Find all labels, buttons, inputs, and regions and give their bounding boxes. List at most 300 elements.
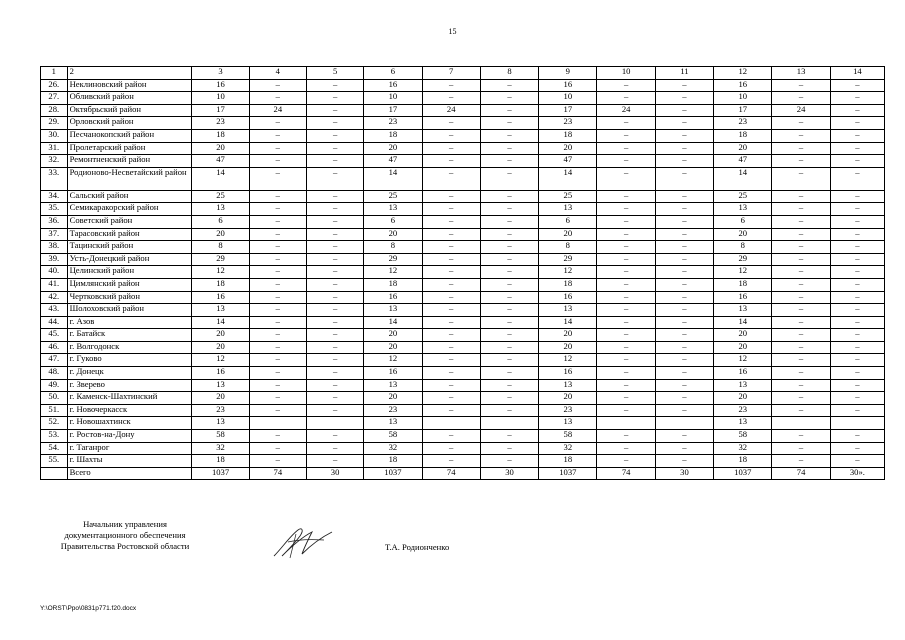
value-cell: 13 <box>364 379 422 392</box>
district-name-cell: г. Азов <box>67 316 192 329</box>
value-cell: – <box>597 442 655 455</box>
value-cell: – <box>655 228 713 241</box>
value-cell: – <box>422 167 480 190</box>
value-cell: – <box>597 142 655 155</box>
value-cell: – <box>249 316 306 329</box>
value-cell: 30 <box>655 467 713 480</box>
district-name-cell: г. Ростов-на-Дону <box>67 430 192 443</box>
table-header-row <box>41 67 885 80</box>
row-number-cell: 29. <box>41 117 68 130</box>
value-cell: – <box>830 104 884 117</box>
value-cell <box>830 417 884 430</box>
value-cell: – <box>772 392 830 405</box>
value-cell: – <box>249 367 306 380</box>
value-cell: – <box>480 354 538 367</box>
value-cell: 13 <box>539 203 597 216</box>
value-cell: – <box>830 117 884 130</box>
value-cell: – <box>655 379 713 392</box>
value-cell: – <box>480 367 538 380</box>
value-cell: 6 <box>364 215 422 228</box>
value-cell: 20 <box>192 329 249 342</box>
value-cell: 7 <box>422 67 480 80</box>
value-cell: – <box>480 430 538 443</box>
table-row <box>41 379 885 392</box>
value-cell: – <box>480 203 538 216</box>
value-cell: – <box>422 379 480 392</box>
value-cell: – <box>830 291 884 304</box>
table-row <box>41 354 885 367</box>
value-cell: – <box>480 167 538 190</box>
value-cell: – <box>306 329 363 342</box>
value-cell: – <box>597 190 655 203</box>
value-cell: – <box>597 392 655 405</box>
district-name-cell: Пролетарский район <box>67 142 192 155</box>
district-name-cell: г. Батайск <box>67 329 192 342</box>
value-cell: – <box>480 142 538 155</box>
value-cell: – <box>830 155 884 168</box>
value-cell: – <box>422 329 480 342</box>
value-cell: 18 <box>364 278 422 291</box>
value-cell: 16 <box>714 291 772 304</box>
value-cell: 16 <box>364 291 422 304</box>
value-cell: – <box>480 392 538 405</box>
value-cell <box>597 417 655 430</box>
district-name-cell: Орловский район <box>67 117 192 130</box>
value-cell: – <box>422 142 480 155</box>
value-cell: – <box>655 278 713 291</box>
value-cell: 20 <box>364 329 422 342</box>
value-cell: – <box>422 215 480 228</box>
table-row <box>41 104 885 117</box>
value-cell: – <box>249 266 306 279</box>
value-cell: 23 <box>192 117 249 130</box>
value-cell: – <box>422 228 480 241</box>
value-cell: – <box>249 278 306 291</box>
value-cell: – <box>830 455 884 468</box>
value-cell <box>655 417 713 430</box>
value-cell: – <box>655 430 713 443</box>
value-cell: – <box>772 430 830 443</box>
value-cell: 18 <box>539 278 597 291</box>
value-cell: 20 <box>539 329 597 342</box>
value-cell: 16 <box>364 367 422 380</box>
row-number-cell: 35. <box>41 203 68 216</box>
value-cell: – <box>249 442 306 455</box>
value-cell: – <box>597 155 655 168</box>
value-cell: – <box>597 278 655 291</box>
value-cell: 25 <box>714 190 772 203</box>
value-cell: 20 <box>192 228 249 241</box>
value-cell: – <box>249 379 306 392</box>
value-cell: – <box>249 117 306 130</box>
table-row <box>41 129 885 142</box>
row-number-cell: 42. <box>41 291 68 304</box>
value-cell: – <box>655 304 713 317</box>
value-cell: 12 <box>364 266 422 279</box>
value-cell: – <box>655 354 713 367</box>
value-cell: 12 <box>192 354 249 367</box>
value-cell: 3 <box>192 67 249 80</box>
table-row <box>41 253 885 266</box>
value-cell: 13 <box>539 417 597 430</box>
value-cell: 32 <box>192 442 249 455</box>
value-cell: – <box>422 266 480 279</box>
value-cell: 17 <box>714 104 772 117</box>
district-name-cell: Неклиновский район <box>67 79 192 92</box>
value-cell: 13 <box>364 203 422 216</box>
value-cell: – <box>655 190 713 203</box>
value-cell: – <box>830 404 884 417</box>
row-number-cell: 38. <box>41 241 68 254</box>
value-cell: – <box>480 215 538 228</box>
value-cell: – <box>597 329 655 342</box>
table-row <box>41 304 885 317</box>
value-cell: – <box>422 291 480 304</box>
value-cell: – <box>830 278 884 291</box>
table-row <box>41 167 885 190</box>
row-number-cell: 45. <box>41 329 68 342</box>
value-cell: 20 <box>714 228 772 241</box>
value-cell: – <box>830 203 884 216</box>
value-cell: – <box>306 228 363 241</box>
table-row <box>41 203 885 216</box>
row-number-cell: 46. <box>41 341 68 354</box>
value-cell: 24 <box>249 104 306 117</box>
signatory-position-line: документационного обеспечения <box>64 530 186 540</box>
value-cell: – <box>597 228 655 241</box>
value-cell: 20 <box>539 392 597 405</box>
value-cell: – <box>306 167 363 190</box>
value-cell: – <box>655 367 713 380</box>
table-row <box>41 316 885 329</box>
value-cell: 6 <box>539 215 597 228</box>
value-cell: 20 <box>192 392 249 405</box>
value-cell: – <box>422 79 480 92</box>
row-number-cell: 51. <box>41 404 68 417</box>
value-cell: – <box>249 430 306 443</box>
value-cell: 13 <box>192 203 249 216</box>
district-name-cell: Сальский район <box>67 190 192 203</box>
table-row <box>41 241 885 254</box>
value-cell: – <box>306 316 363 329</box>
value-cell: – <box>597 354 655 367</box>
value-cell: – <box>830 190 884 203</box>
value-cell: 74 <box>597 467 655 480</box>
value-cell: 13 <box>714 203 772 216</box>
value-cell: 18 <box>714 455 772 468</box>
value-cell: 25 <box>364 190 422 203</box>
table-row <box>41 455 885 468</box>
district-name-cell: г. Шахты <box>67 455 192 468</box>
file-path: Y:\ORST\Ppo\0831p771.f20.docx <box>40 605 137 612</box>
value-cell: – <box>597 291 655 304</box>
table-row <box>41 142 885 155</box>
value-cell: – <box>772 129 830 142</box>
value-cell: – <box>772 167 830 190</box>
value-cell: 4 <box>249 67 306 80</box>
value-cell: 6 <box>714 215 772 228</box>
value-cell <box>422 417 480 430</box>
value-cell: – <box>655 392 713 405</box>
value-cell: – <box>480 253 538 266</box>
value-cell: 24 <box>422 104 480 117</box>
value-cell: 20 <box>364 341 422 354</box>
district-name-cell: Тацинский район <box>67 241 192 254</box>
value-cell: – <box>306 266 363 279</box>
value-cell: 47 <box>364 155 422 168</box>
value-cell: 8 <box>714 241 772 254</box>
value-cell: – <box>655 79 713 92</box>
value-cell: – <box>597 367 655 380</box>
value-cell: – <box>249 392 306 405</box>
row-number-cell: 30. <box>41 129 68 142</box>
table-row <box>41 341 885 354</box>
value-cell: 13 <box>364 417 422 430</box>
value-cell: 20 <box>364 228 422 241</box>
value-cell: 6 <box>364 67 422 80</box>
value-cell: – <box>830 79 884 92</box>
row-number-cell: 55. <box>41 455 68 468</box>
value-cell: – <box>249 155 306 168</box>
value-cell: – <box>597 92 655 105</box>
value-cell: – <box>772 142 830 155</box>
value-cell: 14 <box>192 167 249 190</box>
value-cell: 29 <box>364 253 422 266</box>
table-row <box>41 442 885 455</box>
data-table <box>40 66 885 480</box>
value-cell: – <box>480 442 538 455</box>
value-cell: 47 <box>714 155 772 168</box>
row-number-cell: 54. <box>41 442 68 455</box>
district-name-cell: Целинский район <box>67 266 192 279</box>
value-cell: – <box>655 266 713 279</box>
table-total-row <box>41 467 885 480</box>
value-cell: – <box>480 104 538 117</box>
value-cell: 16 <box>192 291 249 304</box>
value-cell: 12 <box>539 266 597 279</box>
value-cell: – <box>830 341 884 354</box>
value-cell: – <box>306 92 363 105</box>
value-cell: – <box>306 291 363 304</box>
value-cell: – <box>480 92 538 105</box>
value-cell: – <box>306 278 363 291</box>
value-cell: 12 <box>714 266 772 279</box>
value-cell: 24 <box>772 104 830 117</box>
value-cell: – <box>306 404 363 417</box>
value-cell: 17 <box>192 104 249 117</box>
value-cell: – <box>772 367 830 380</box>
district-name-cell: Тарасовский район <box>67 228 192 241</box>
district-name-cell: г. Зверево <box>67 379 192 392</box>
value-cell: 20 <box>539 142 597 155</box>
value-cell: – <box>422 316 480 329</box>
district-name-cell: Чертковский район <box>67 291 192 304</box>
district-name-cell: 2 <box>67 67 192 80</box>
value-cell: – <box>655 215 713 228</box>
value-cell: – <box>249 291 306 304</box>
value-cell: – <box>306 442 363 455</box>
district-name-cell: Песчанокопский район <box>67 129 192 142</box>
value-cell: – <box>772 241 830 254</box>
value-cell: – <box>249 329 306 342</box>
value-cell: 74 <box>249 467 306 480</box>
value-cell: – <box>597 266 655 279</box>
table-row <box>41 228 885 241</box>
value-cell: 16 <box>539 291 597 304</box>
value-cell: 23 <box>192 404 249 417</box>
row-number-cell: 49. <box>41 379 68 392</box>
value-cell: 1037 <box>364 467 422 480</box>
table-row <box>41 155 885 168</box>
table-row <box>41 329 885 342</box>
value-cell: 10 <box>539 92 597 105</box>
value-cell: 24 <box>597 104 655 117</box>
district-name-cell: Цимлянский район <box>67 278 192 291</box>
handwritten-signature <box>268 522 338 562</box>
value-cell: – <box>597 167 655 190</box>
value-cell: 8 <box>480 67 538 80</box>
value-cell: 5 <box>306 67 363 80</box>
district-name-cell: Советский район <box>67 215 192 228</box>
value-cell: – <box>772 455 830 468</box>
value-cell: – <box>655 104 713 117</box>
row-number-cell: 1 <box>41 67 68 80</box>
table-row <box>41 367 885 380</box>
value-cell: 10 <box>597 67 655 80</box>
value-cell: 18 <box>539 129 597 142</box>
value-cell: – <box>249 341 306 354</box>
value-cell: – <box>597 129 655 142</box>
value-cell: – <box>772 228 830 241</box>
value-cell: – <box>655 155 713 168</box>
district-name-cell: Всего <box>67 467 192 480</box>
value-cell: – <box>306 117 363 130</box>
district-name-cell: г. Новошахтинск <box>67 417 192 430</box>
row-number-cell <box>41 467 68 480</box>
value-cell: 74 <box>422 467 480 480</box>
row-number-cell: 34. <box>41 190 68 203</box>
value-cell: 25 <box>539 190 597 203</box>
value-cell: – <box>480 117 538 130</box>
value-cell: 20 <box>539 341 597 354</box>
value-cell: 16 <box>192 79 249 92</box>
value-cell: 74 <box>772 467 830 480</box>
value-cell: – <box>597 241 655 254</box>
value-cell: 23 <box>714 117 772 130</box>
value-cell: – <box>422 241 480 254</box>
value-cell: – <box>830 92 884 105</box>
value-cell: – <box>772 79 830 92</box>
value-cell: – <box>480 379 538 392</box>
district-name-cell: г. Новочеркасск <box>67 404 192 417</box>
table-row <box>41 417 885 430</box>
value-cell: 20 <box>714 392 772 405</box>
value-cell: 12 <box>192 266 249 279</box>
value-cell: – <box>480 304 538 317</box>
value-cell: – <box>830 129 884 142</box>
value-cell: – <box>830 442 884 455</box>
value-cell: 1037 <box>539 467 597 480</box>
value-cell: 14 <box>714 316 772 329</box>
value-cell: – <box>422 253 480 266</box>
value-cell: 9 <box>539 67 597 80</box>
value-cell: 13 <box>192 417 249 430</box>
value-cell: – <box>655 92 713 105</box>
value-cell: – <box>249 354 306 367</box>
value-cell: – <box>597 404 655 417</box>
district-name-cell: Обливский район <box>67 92 192 105</box>
value-cell: – <box>249 92 306 105</box>
value-cell: – <box>655 241 713 254</box>
value-cell: – <box>480 129 538 142</box>
value-cell: 58 <box>192 430 249 443</box>
value-cell: 13 <box>539 304 597 317</box>
value-cell: – <box>249 167 306 190</box>
value-cell: – <box>249 129 306 142</box>
value-cell: 18 <box>714 129 772 142</box>
value-cell: – <box>830 430 884 443</box>
district-name-cell: Семикаракорский район <box>67 203 192 216</box>
value-cell: – <box>306 455 363 468</box>
value-cell: 47 <box>539 155 597 168</box>
value-cell: – <box>480 79 538 92</box>
value-cell: – <box>655 203 713 216</box>
value-cell: – <box>422 354 480 367</box>
value-cell: – <box>306 142 363 155</box>
value-cell: – <box>306 215 363 228</box>
value-cell: 14 <box>192 316 249 329</box>
value-cell: – <box>830 215 884 228</box>
value-cell: 10 <box>714 92 772 105</box>
value-cell: 12 <box>714 67 772 80</box>
value-cell: 17 <box>364 104 422 117</box>
value-cell: – <box>249 228 306 241</box>
value-cell: – <box>306 104 363 117</box>
value-cell: – <box>306 253 363 266</box>
table-row <box>41 215 885 228</box>
value-cell: – <box>772 304 830 317</box>
table-row <box>41 430 885 443</box>
value-cell: 23 <box>364 117 422 130</box>
value-cell <box>480 417 538 430</box>
value-cell: – <box>597 215 655 228</box>
value-cell: – <box>249 215 306 228</box>
value-cell: – <box>655 117 713 130</box>
row-number-cell: 39. <box>41 253 68 266</box>
value-cell: – <box>480 190 538 203</box>
value-cell <box>772 417 830 430</box>
value-cell: – <box>597 203 655 216</box>
value-cell: – <box>480 291 538 304</box>
table-row <box>41 190 885 203</box>
value-cell: – <box>655 167 713 190</box>
value-cell: – <box>772 92 830 105</box>
row-number-cell: 50. <box>41 392 68 405</box>
value-cell: 14 <box>364 316 422 329</box>
value-cell: – <box>306 379 363 392</box>
value-cell: 18 <box>192 129 249 142</box>
district-name-cell: Октябрьский район <box>67 104 192 117</box>
value-cell: – <box>422 442 480 455</box>
value-cell: 8 <box>192 241 249 254</box>
district-name-cell: г. Волгодонск <box>67 341 192 354</box>
row-number-cell: 28. <box>41 104 68 117</box>
value-cell: – <box>830 379 884 392</box>
district-name-cell: Родионово-Несветайский район <box>67 167 192 190</box>
value-cell: 6 <box>192 215 249 228</box>
signatory-position-line: Начальник управления <box>83 519 167 529</box>
value-cell: – <box>830 228 884 241</box>
